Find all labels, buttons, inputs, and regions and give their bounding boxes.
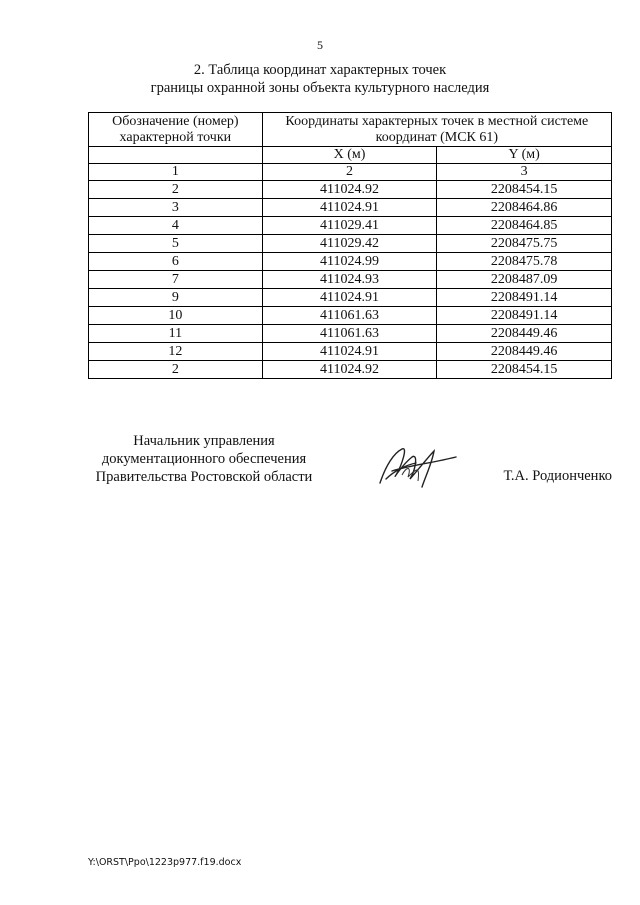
table-row xyxy=(89,271,612,289)
cell-y: 2208449.46 xyxy=(437,325,612,343)
cell-point: 10 xyxy=(89,307,263,325)
table-row xyxy=(89,307,612,325)
cell-y: 2208449.46 xyxy=(437,343,612,361)
cell-x: 411024.91 xyxy=(262,343,437,361)
cell-point: 7 xyxy=(89,271,263,289)
cell-y: 2208464.86 xyxy=(437,199,612,217)
cell-x: 411029.41 xyxy=(262,217,437,235)
cell-point: 12 xyxy=(89,343,263,361)
table-row xyxy=(89,217,612,235)
cell-x: 411061.63 xyxy=(262,325,437,343)
cell-x: 411024.91 xyxy=(262,289,437,307)
cell-y: 2208454.15 xyxy=(437,361,612,379)
col-number-1: 1 xyxy=(89,164,263,181)
cell-y: 2208487.09 xyxy=(437,271,612,289)
signatory-position xyxy=(88,432,320,486)
page-number: 5 xyxy=(317,38,323,52)
col-number-2: 2 xyxy=(262,164,437,181)
handwritten-signature xyxy=(372,435,462,495)
table-row xyxy=(89,235,612,253)
footer-file-path: Y:\ORST\Ppo\1223p977.f19.docx xyxy=(88,857,242,868)
header-y: Y (м) xyxy=(437,147,612,164)
header-point: Обозначение (номер) характерной точки xyxy=(89,113,263,147)
col-number-3: 3 xyxy=(437,164,612,181)
cell-y: 2208454.15 xyxy=(437,181,612,199)
cell-x: 411024.92 xyxy=(262,361,437,379)
cell-x: 411024.93 xyxy=(262,271,437,289)
cell-point: 2 xyxy=(89,361,263,379)
cell-y: 2208475.78 xyxy=(437,253,612,271)
cell-x: 411024.92 xyxy=(262,181,437,199)
cell-point: 11 xyxy=(89,325,263,343)
coordinates-table xyxy=(88,112,612,379)
position-line-3: Правительства Ростовской области xyxy=(95,469,313,485)
header-x: X (м) xyxy=(262,147,437,164)
table-row xyxy=(89,343,612,361)
table-row xyxy=(89,361,612,379)
cell-x: 411024.99 xyxy=(262,253,437,271)
table-row xyxy=(89,253,612,271)
table-row xyxy=(89,325,612,343)
cell-point: 3 xyxy=(89,199,263,217)
cell-x: 411061.63 xyxy=(262,307,437,325)
cell-y: 2208491.14 xyxy=(437,307,612,325)
table-row xyxy=(89,199,612,217)
title-line-2: границы охранной зоны объекта культурного наследия xyxy=(150,80,490,96)
cell-point: 4 xyxy=(89,217,263,235)
position-line-1: Начальник управления xyxy=(133,433,275,449)
title-line-1: 2. Таблица координат характерных точек xyxy=(193,62,447,78)
document-title xyxy=(0,61,640,97)
cell-point: 2 xyxy=(89,181,263,199)
signatory-name: Т.А. Родионченко xyxy=(503,468,612,484)
cell-y: 2208464.85 xyxy=(437,217,612,235)
table-row xyxy=(89,181,612,199)
cell-y: 2208491.14 xyxy=(437,289,612,307)
cell-point: 9 xyxy=(89,289,263,307)
cell-y: 2208475.75 xyxy=(437,235,612,253)
cell-point: 5 xyxy=(89,235,263,253)
cell-x: 411029.42 xyxy=(262,235,437,253)
cell-point: 6 xyxy=(89,253,263,271)
position-line-2: документационного обеспечения xyxy=(101,451,307,467)
table-row xyxy=(89,289,612,307)
header-coordinates: Координаты характерных точек в местной системе координат (МСК 61) xyxy=(262,113,611,147)
header-point-blank xyxy=(89,147,263,164)
cell-x: 411024.91 xyxy=(262,199,437,217)
